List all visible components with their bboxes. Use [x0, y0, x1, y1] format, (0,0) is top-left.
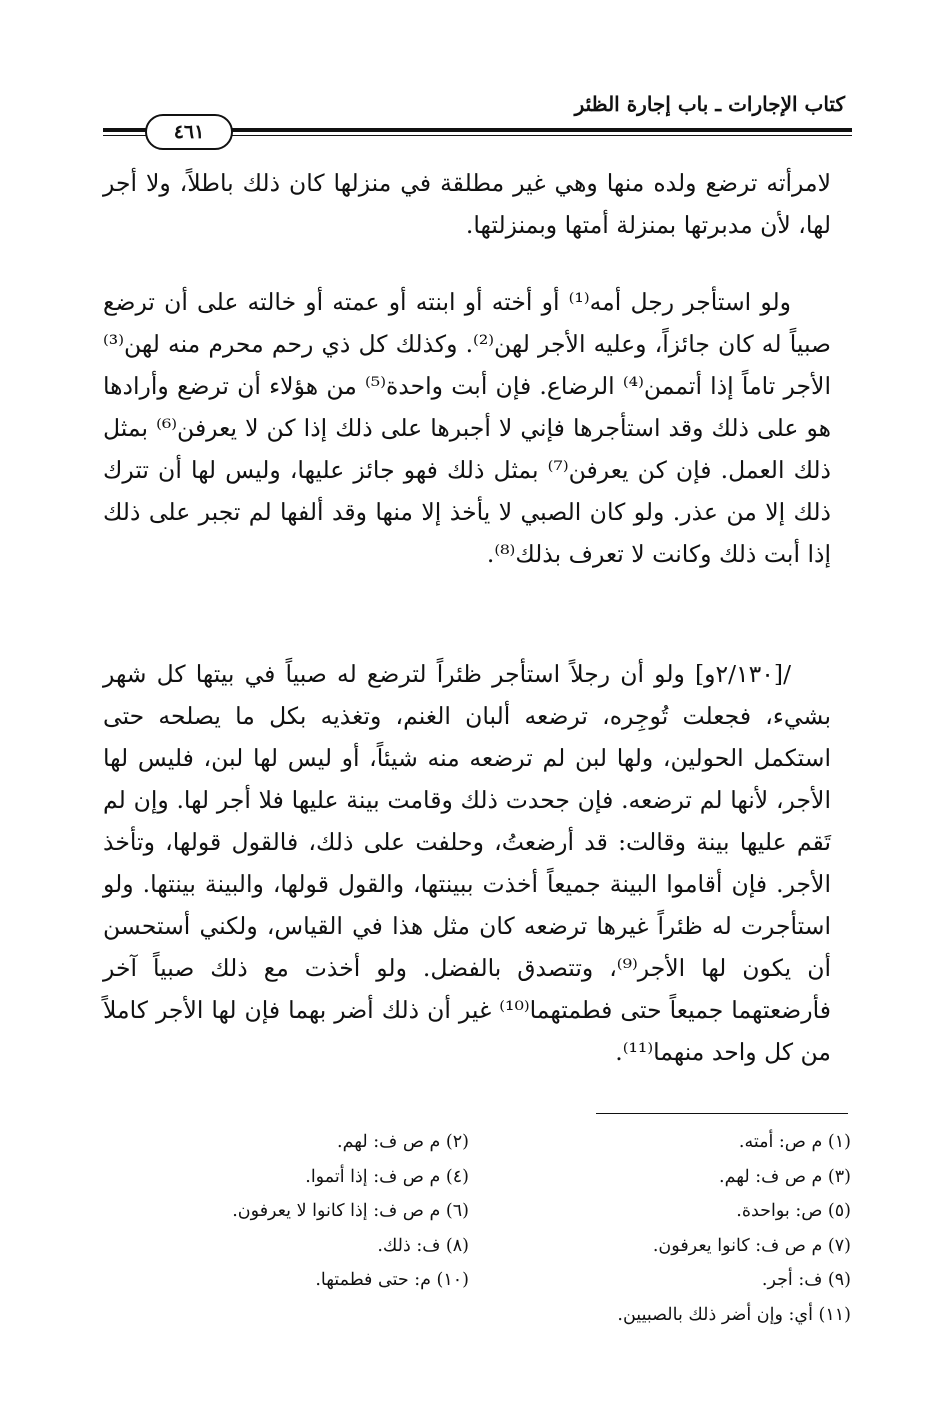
page-number: ٤٦١ — [173, 121, 205, 143]
paragraph-2: ولو استأجر رجل أمه⁽¹⁾ أو أخته أو ابنته أو عمته أو خالته على أن ترضع صبياً له كان جائزاً، وعليه الأجر لهن⁽²⁾. وكذلك كل ذي رحم محرم منه لهن⁽³⁾ الأجر تاماً إذا أتممن⁽⁴⁾ الرضاع. فإن أبت واحدة⁽⁵⁾ من هؤلاء أن ترضع وأرادها هو على ذلك وقد استأجرها فإني لا أجبرها على ذلك إذا كن لا يعرفن⁽⁶⁾ بمثل ذلك العمل. فإن كن يعرفن⁽⁷⁾ بمثل ذلك فهو جائز عليها، وليس لها أن تترك ذلك إلا من عذر. ولو كان الصبي لا يأخذ إلا منها وقد ألفها لم تجبر على ذلك إذا أبت ذلك وكانت لا تعرف بذلك⁽⁸⁾. — [103, 288, 832, 568]
footnote-10: (١٠) م: حتى فطمتها. — [315, 1270, 469, 1291]
footnote-11: (١١) أي: وإن أضر ذلك بالصبيين. — [617, 1304, 851, 1325]
footnote-6: (٦) م ص ف: إذا كانوا لا يعرفون. — [232, 1201, 469, 1222]
footnote-separator — [596, 1113, 848, 1114]
footnote-2: (٢) م ص ف: لهم. — [337, 1132, 469, 1152]
paragraph-3: /[٢/١٣٠و] ولو أن رجلاً استأجر ظئراً لترضع له صبياً في بيتها كل شهر بشيء، فجعلت تُوجِره، ترضعه ألبان الغنم، وتغذيه بكل ما يصلحه حتى استكمل الحولين، ولها لبن لم ترضعه منه شيئاً، أو ليس لها لبن، فليس لها الأجر، لأنها لم ترضعه. فإن جحدت ذلك وقامت بينة عليها فلا أجر لها. وإن لم تَقم عليها بينة وقالت: قد أرضعتُ، وحلفت على ذلك، فالقول قولها، وتأخذ الأجر. فإن أقاموا البينة جميعاً أخذت ببينتها، والقول قولها، والبينة بينتها. ولو استأجرت له ظئراً غيرها ترضعه كان مثل هذا في القياس، ولكني أستحسن أن يكون لها الأجر⁽⁹⁾، وتتصدق بالفضل. ولو أخذت مع ذلك صبياً آخر فأرضعتهما جميعاً حتى فطمتهما⁽¹⁰⁾ غير أن ذلك أضر بهما فإن لها الأجر كاملاً من كل واحد منهما⁽¹¹⁾. — [103, 660, 831, 1066]
footnote-5: (٥) ص: بواحدة. — [736, 1201, 851, 1222]
paragraph-1: لامرأته ترضع ولده منها وهي غير مطلقة في منزلها كان ذلك باطلاً، ولا أجر لها، لأن مدبرتها بمنزلة أمتها وبمنزلتها. — [103, 169, 831, 239]
footnote-8: (٨) ف: ذلك. — [377, 1235, 469, 1256]
footnote-4: (٤) م ص ف: إذا أتموا. — [305, 1166, 469, 1187]
page-number-badge — [145, 114, 233, 150]
footnotes-left-column — [232, 1125, 469, 1298]
running-header-title: كتاب الإجارات ـ باب إجارة الظئر — [574, 92, 845, 116]
footnote-3: (٣) م ص ف: لهم. — [719, 1166, 851, 1187]
footnote-7: (٧) م ص ف: كانوا يعرفون. — [652, 1235, 851, 1256]
footnote-1: (١) م ص: أمته. — [738, 1132, 851, 1152]
footnotes-right-column — [617, 1125, 851, 1333]
footnote-9: (٩) ف: أجر. — [761, 1270, 851, 1291]
